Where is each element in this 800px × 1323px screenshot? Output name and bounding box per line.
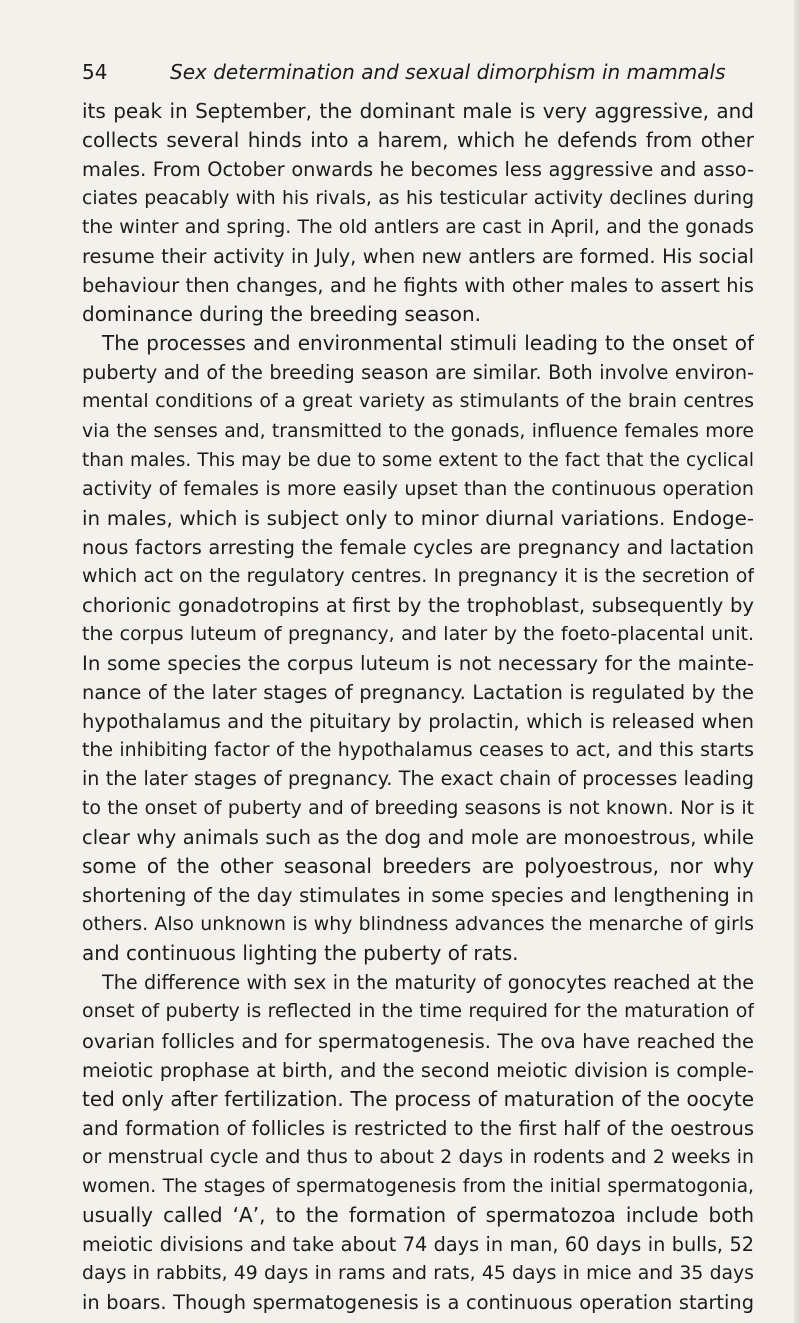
text-line: The processes and environmental stimuli leading to the onset of xyxy=(102,331,754,356)
text-line: puberty and of the breeding season are similar. Both involve environ- xyxy=(82,361,754,385)
text-line: mental conditions of a great variety as stimulants of the brain centres xyxy=(82,390,754,413)
scan-edge xyxy=(794,0,800,1323)
text-line: in males, which is subject only to minor diurnal variations. Endoge- xyxy=(82,506,754,530)
text-line: hypothalamus and the pituitary by prolactin, which is released when xyxy=(82,709,754,733)
text-line: In some species the corpus luteum is not necessary for the mainte- xyxy=(82,651,754,675)
text-line: or menstrual cycle and thus to about 2 days in rodents and 2 weeks in xyxy=(82,1145,754,1168)
text-line: via the senses and, transmitted to the gonads, influence females more xyxy=(82,420,754,442)
text-line: others. Also unknown is why blindness advances the menarche of girls xyxy=(82,913,754,936)
text-line: days in rabbits, 49 days in rams and rats, 45 days in mice and 35 days xyxy=(82,1262,754,1284)
text-line: women. The stages of spermatogenesis from the initial spermatogonia, xyxy=(82,1175,754,1197)
text-line: ciates peacably with his rivals, as his testicular activity declines during xyxy=(82,188,754,210)
text-line: meiotic divisions and take about 74 days in man, 60 days in bulls, 52 xyxy=(82,1232,754,1256)
text-line: nance of the later stages of pregnancy. Lactation is regulated by the xyxy=(82,680,754,704)
text-line: behaviour then changes, and he fights with other males to assert his xyxy=(82,274,754,298)
text-line: which act on the regulatory centres. In pregnancy it is the secretion of xyxy=(82,564,754,587)
text-line: than males. This may be due to some extent to the fact that the cyclical xyxy=(82,449,754,471)
text-line: ted only after fertilization. The process of maturation of the oocyte xyxy=(82,1086,754,1111)
running-title: Sex determination and sexual dimorphism in mammals xyxy=(170,60,726,84)
text-line: resume their activity in July, when new antlers are formed. His social xyxy=(82,245,754,269)
body-text xyxy=(82,97,754,1317)
text-line: the winter and spring. The old antlers are cast in April, and the gonads xyxy=(82,217,754,239)
page-header xyxy=(82,60,760,90)
text-line: nous factors arresting the female cycles are pregnancy and lactation xyxy=(82,535,754,559)
text-line: some of the other seasonal breeders are polyoestrous, nor why xyxy=(82,854,754,879)
text-line: usually called ‘A’, to the formation of spermatozoa include both xyxy=(82,1202,754,1227)
text-line: collects several hinds into a harem, which he defends from other xyxy=(82,128,754,153)
paragraph-1 xyxy=(82,97,754,329)
page-number: 54 xyxy=(82,60,108,84)
text-line: onset of puberty is reflected in the time required for the maturation of xyxy=(82,1000,754,1023)
paragraph-3 xyxy=(82,968,754,1317)
text-line: ovarian follicles and for spermatogenesis. The ova have reached the xyxy=(82,1029,754,1053)
text-line: in boars. Though spermatogenesis is a continuous operation starting xyxy=(82,1290,754,1314)
text-line: and formation of follicles is restricted to the first half of the oestrous xyxy=(82,1116,754,1140)
text-line: its peak in September, the dominant male is very aggressive, and xyxy=(82,99,754,123)
paragraph-2 xyxy=(82,329,754,968)
text-line: meiotic prophase at birth, and the second meiotic division is comple- xyxy=(82,1058,754,1082)
text-line: The difference with sex in the maturity of gonocytes reached at the xyxy=(102,971,754,995)
text-line: shortening of the day stimulates in some species and lengthening in xyxy=(82,884,754,908)
text-line: activity of females is more easily upset than the continuous operation xyxy=(82,477,754,500)
text-line: dominance during the breeding season. xyxy=(82,302,482,327)
text-line: the corpus luteum of pregnancy, and later by the foeto-placental unit. xyxy=(82,622,754,645)
text-line: and continuous lighting the puberty of rats. xyxy=(82,941,519,966)
text-line: clear why animals such as the dog and mole are monoestrous, while xyxy=(82,826,754,850)
text-line: to the onset of puberty and of breeding seasons is not known. Nor is it xyxy=(82,797,754,820)
text-line: males. From October onwards he becomes less aggressive and asso- xyxy=(82,158,754,182)
text-line: the inhibiting factor of the hypothalamus ceases to act, and this starts xyxy=(82,739,754,762)
text-line: in the later stages of pregnancy. The exact chain of processes leading xyxy=(82,768,754,791)
text-line: chorionic gonadotropins at first by the trophoblast, subsequently by xyxy=(82,593,754,617)
